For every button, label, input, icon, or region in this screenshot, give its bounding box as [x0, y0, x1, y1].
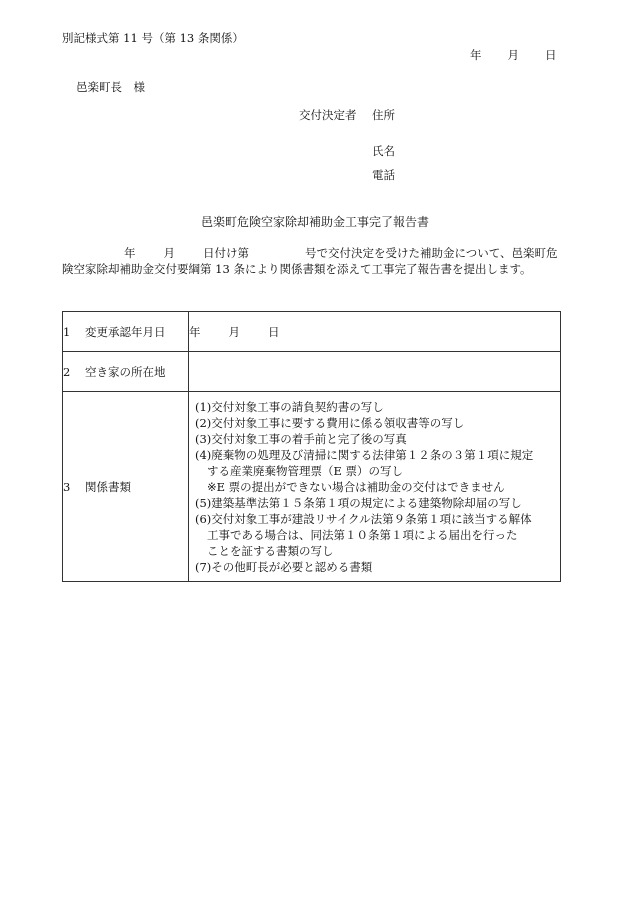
list-item: (4)廃棄物の処理及び清掃に関する法律第１２条の３第１項に規定	[195, 447, 534, 462]
phone-label: 電話	[372, 168, 395, 182]
list-item: (3)交付対象工事の着手前と完了後の写真	[195, 431, 407, 446]
table-row	[63, 312, 561, 352]
list-item: する産業廃棄物管理票（E 票）の写し	[207, 463, 404, 478]
change-approval-date-value: 年 月 日	[189, 312, 561, 352]
address-label: 住所	[372, 108, 395, 122]
table-row	[63, 352, 561, 392]
date-month-label: 月	[507, 48, 519, 62]
table-row	[63, 392, 561, 582]
list-item: (5)建築基準法第１５条第１項の規定による建築物除却届の写し	[195, 495, 522, 510]
list-item: (1)交付対象工事の請負契約書の写し	[195, 399, 384, 414]
row-label: 3 関係書類	[63, 392, 189, 582]
list-item: (6)交付対象工事が建設リサイクル法第９条第１項に該当する解体	[195, 511, 532, 526]
list-item: ※E 票の提出ができない場合は補助金の交付はできません	[207, 479, 505, 494]
related-documents-value	[189, 392, 561, 582]
form-identifier: 別記様式第 11 号（第 13 条関係）	[62, 31, 244, 45]
body-day-ref: 日付け第	[203, 246, 249, 260]
list-item: 工事である場合は、同法第１０条第１項による届出を行った	[207, 527, 518, 542]
body-paragraph	[62, 245, 566, 277]
document-title: 邑楽町危険空家除却補助金工事完了報告書	[200, 215, 429, 229]
list-item: (7)その他町長が必要と認める書類	[195, 559, 373, 574]
row-label: 1 変更承認年月日	[63, 312, 189, 352]
name-label: 氏名	[372, 144, 395, 158]
body-year: 年	[124, 246, 136, 260]
row-label: 2 空き家の所在地	[63, 352, 189, 392]
vacant-house-location-value	[189, 352, 561, 392]
date-year-label: 年	[470, 48, 482, 62]
addressee: 邑楽町長 様	[76, 80, 145, 94]
document-list	[189, 399, 560, 575]
list-item: ことを証する書類の写し	[207, 543, 334, 558]
applicant-label: 交付決定者	[299, 108, 357, 122]
submission-date	[470, 50, 557, 62]
body-number-suffix: 号で交付決定を受けた補助金について、邑楽町危険空家除却補助金交付要綱第 13 条により関係書類を添えて工事完了報告書を提出します。	[62, 246, 558, 276]
report-table	[62, 311, 561, 582]
list-item: (2)交付対象工事に要する費用に係る領収書等の写し	[195, 415, 465, 430]
body-month: 月	[163, 246, 175, 260]
date-day-label: 日	[545, 48, 557, 62]
